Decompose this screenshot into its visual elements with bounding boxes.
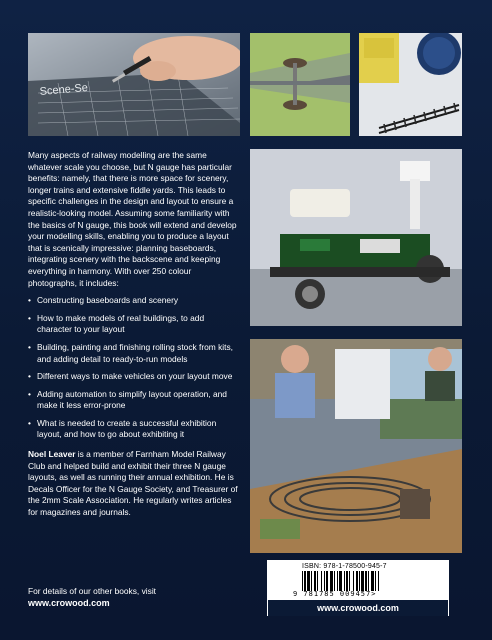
track-glue-image xyxy=(359,33,462,136)
author-name: Noel Leaver xyxy=(28,449,76,460)
barcode-icon xyxy=(302,571,412,591)
barcode-url[interactable]: www.crowood.com xyxy=(268,599,448,616)
barcode-box xyxy=(267,560,449,616)
scene-setter-print: Scene-Se xyxy=(39,81,89,98)
feature-list-item: • Constructing baseboards and scenery xyxy=(28,295,240,307)
intro-paragraph: Many aspects of railway modelling are the same whatever scale you choose, but N gauge has particular benefits: namely, that there is more space for scenery, longer trains and extensive fiddle yards. This leads to specific challenges in the design and layout to ensure a realistic-looking model. Assuming some familiarity with the basics of N gauge, this book will extend and develop your modelling skills, enabling you to produce a layout that is scenically impressive: planning baseboards, integrating scenery with the backscene and keeping everything in harmony. With over 250 colour photographs, it includes: xyxy=(28,150,237,288)
feature-list-item: • What is needed to create a successful exhibition layout, and how to go about exhibiting it xyxy=(28,418,240,441)
feature-list-item: • Building, painting and finishing rolling stock from kits, and adding detail to ready-to-run models xyxy=(28,342,240,365)
author-bio-text: is a member of Farnham Model Railway Club and helped build and exhibit their three N gauge layouts, as well as running their annual exhibition. He is Decals Officer for the N Gauge Society, and Treasurer of the 2mm Scale Association. He regularly writes articles for magazines and journals. xyxy=(28,449,238,518)
photo-model-layout xyxy=(250,339,462,553)
feature-list-item: • Adding automation to simplify layout operation, and make it less error-prone xyxy=(28,389,240,412)
author-bio xyxy=(28,449,240,519)
barcode-number: 9 781785 009457 xyxy=(293,590,372,598)
publisher-footer xyxy=(28,585,248,609)
cutting-template-image xyxy=(28,33,240,136)
description-column xyxy=(28,150,240,527)
chassis-image xyxy=(250,149,462,326)
publisher-url-link[interactable]: www.crowood.com xyxy=(28,598,110,608)
barcode-digits xyxy=(293,590,376,598)
isbn-label: ISBN: 978-1-78500-945-7 xyxy=(302,563,387,570)
feature-list-item: • Different ways to make vehicles on your layout move xyxy=(28,371,240,383)
barcode-area xyxy=(268,561,448,599)
publisher-details-text: For details of our other books, visit xyxy=(28,586,157,596)
photo-wheelsets xyxy=(250,33,350,136)
model-layout-image xyxy=(250,339,462,553)
feature-list-item: • How to make models of real buildings, to add character to your layout xyxy=(28,313,240,336)
photo-track-and-glue xyxy=(359,33,462,136)
price-mark: > xyxy=(371,590,377,598)
wheelsets-image xyxy=(250,33,350,136)
photo-cutting-template xyxy=(28,33,240,136)
feature-list xyxy=(28,295,240,441)
photo-chassis-electronics xyxy=(250,149,462,326)
